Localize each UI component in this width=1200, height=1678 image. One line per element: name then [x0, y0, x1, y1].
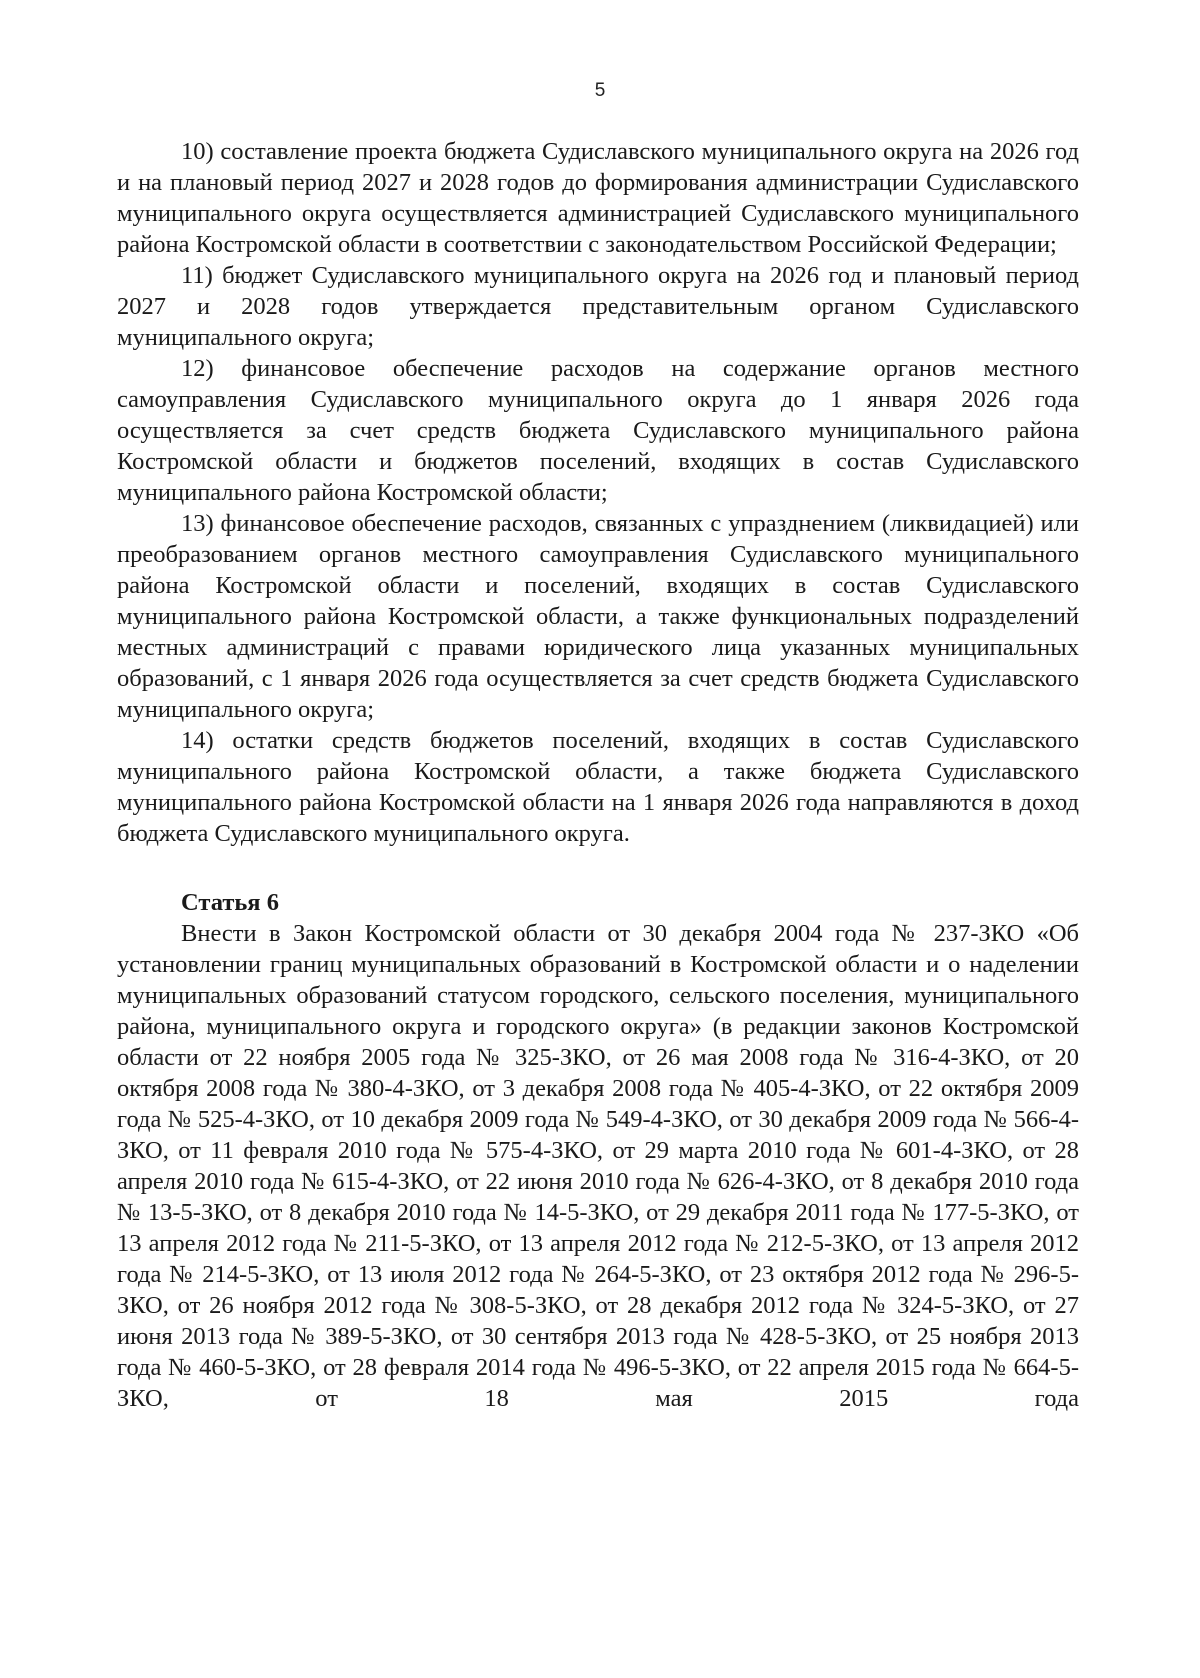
- page-number: 5: [594, 80, 606, 101]
- article-text: Внести в Закон Костромской области от 30 декабря 2004 года № 237-ЗКО «Об установлении границ муниципальных образований в Костромской области и о наделении муниципальных образований статусом городского, сельского поселения, муниципального района, муниципального округа и городского округа» (в редакции законов Костромской области от 22 ноября 2005 года № 325-ЗКО, от 26 мая 2008 года № 316-4-ЗКО, от 20 октября 2008 года № 380-4-ЗКО, от 3 декабря 2008 года № 405-4-ЗКО, от 22 октября 2009 года № 525-4-ЗКО, от 10 декабря 2009 года № 549-4-ЗКО, от 30 декабря 2009 года № 566-4-ЗКО, от 11 февраля 2010 года № 575-4-ЗКО, от 29 марта 2010 года № 601-4-ЗКО, от 28 апреля 2010 года № 615-4-ЗКО, от 22 июня 2010 года № 626-4-ЗКО, от 8 декабря 2010 года № 13-5-ЗКО, от 8 декабря 2010 года № 14-5-ЗКО, от 29 декабря 2011 года № 177-5-ЗКО, от 13 апреля 2012 года № 211-5-ЗКО, от 13 апреля 2012 года № 212-5-ЗКО, от 13 апреля 2012 года № 214-5-ЗКО, от 13 июля 2012 года № 264-5-ЗКО, от 23 октября 2012 года № 296-5-ЗКО, от 26 ноября 2012 года № 308-5-ЗКО, от 28 декабря 2012 года № 324-5-ЗКО, от 27 июня 2013 года № 389-5-ЗКО, от 30 сентября 2013 года № 428-5-ЗКО, от 25 ноября 2013 года № 460-5-ЗКО, от 28 февраля 2014 года № 496-5-ЗКО, от 22 апреля 2015 года № 664-5-ЗКО, от 18 мая 2015 года: [117, 920, 1079, 1412]
- list-item-13: 13) финансовое обеспечение расходов, связанных с упразднением (ликвидацией) или преобразованием органов местного самоуправления Судиславского муниципального района Костромской области и поселений, входящих в состав Судиславского муниципального района Костромской области, а также функциональных подразделений местных администраций с правами юридического лица указанных муниципальных образований, с 1 января 2026 года осуществляется за счет средств бюджета Судиславского муниципального округа;: [117, 510, 1079, 723]
- list-item-11: 11) бюджет Судиславского муниципального округа на 2026 год и плановый период 2027 и 2028 годов утверждается представительным органом Судиславского муниципального округа;: [117, 262, 1079, 351]
- list-item-14: 14) остатки средств бюджетов поселений, входящих в состав Судиславского муниципального района Костромской области, а также бюджета Судиславского муниципального района Костромской области на 1 января 2026 года направляются в доход бюджета Судиславского муниципального округа.: [117, 727, 1079, 847]
- list-item-10: 10) составление проекта бюджета Судиславского муниципального округа на 2026 год и на плановый период 2027 и 2028 годов до формирования администрации Судиславского муниципального округа осуществляется администрацией Судиславского муниципального района Костромской области в соответствии с законодательством Российской Федерации;: [117, 138, 1079, 258]
- document-body: [117, 136, 1079, 1414]
- article-heading: Статья 6: [181, 889, 279, 916]
- list-item-12: 12) финансовое обеспечение расходов на содержание органов местного самоуправления Судиславского муниципального округа до 1 января 2026 года осуществляется за счет средств бюджета Судиславского муниципального района Костромской области и бюджетов поселений, входящих в состав Судиславского муниципального района Костромской области;: [117, 355, 1079, 506]
